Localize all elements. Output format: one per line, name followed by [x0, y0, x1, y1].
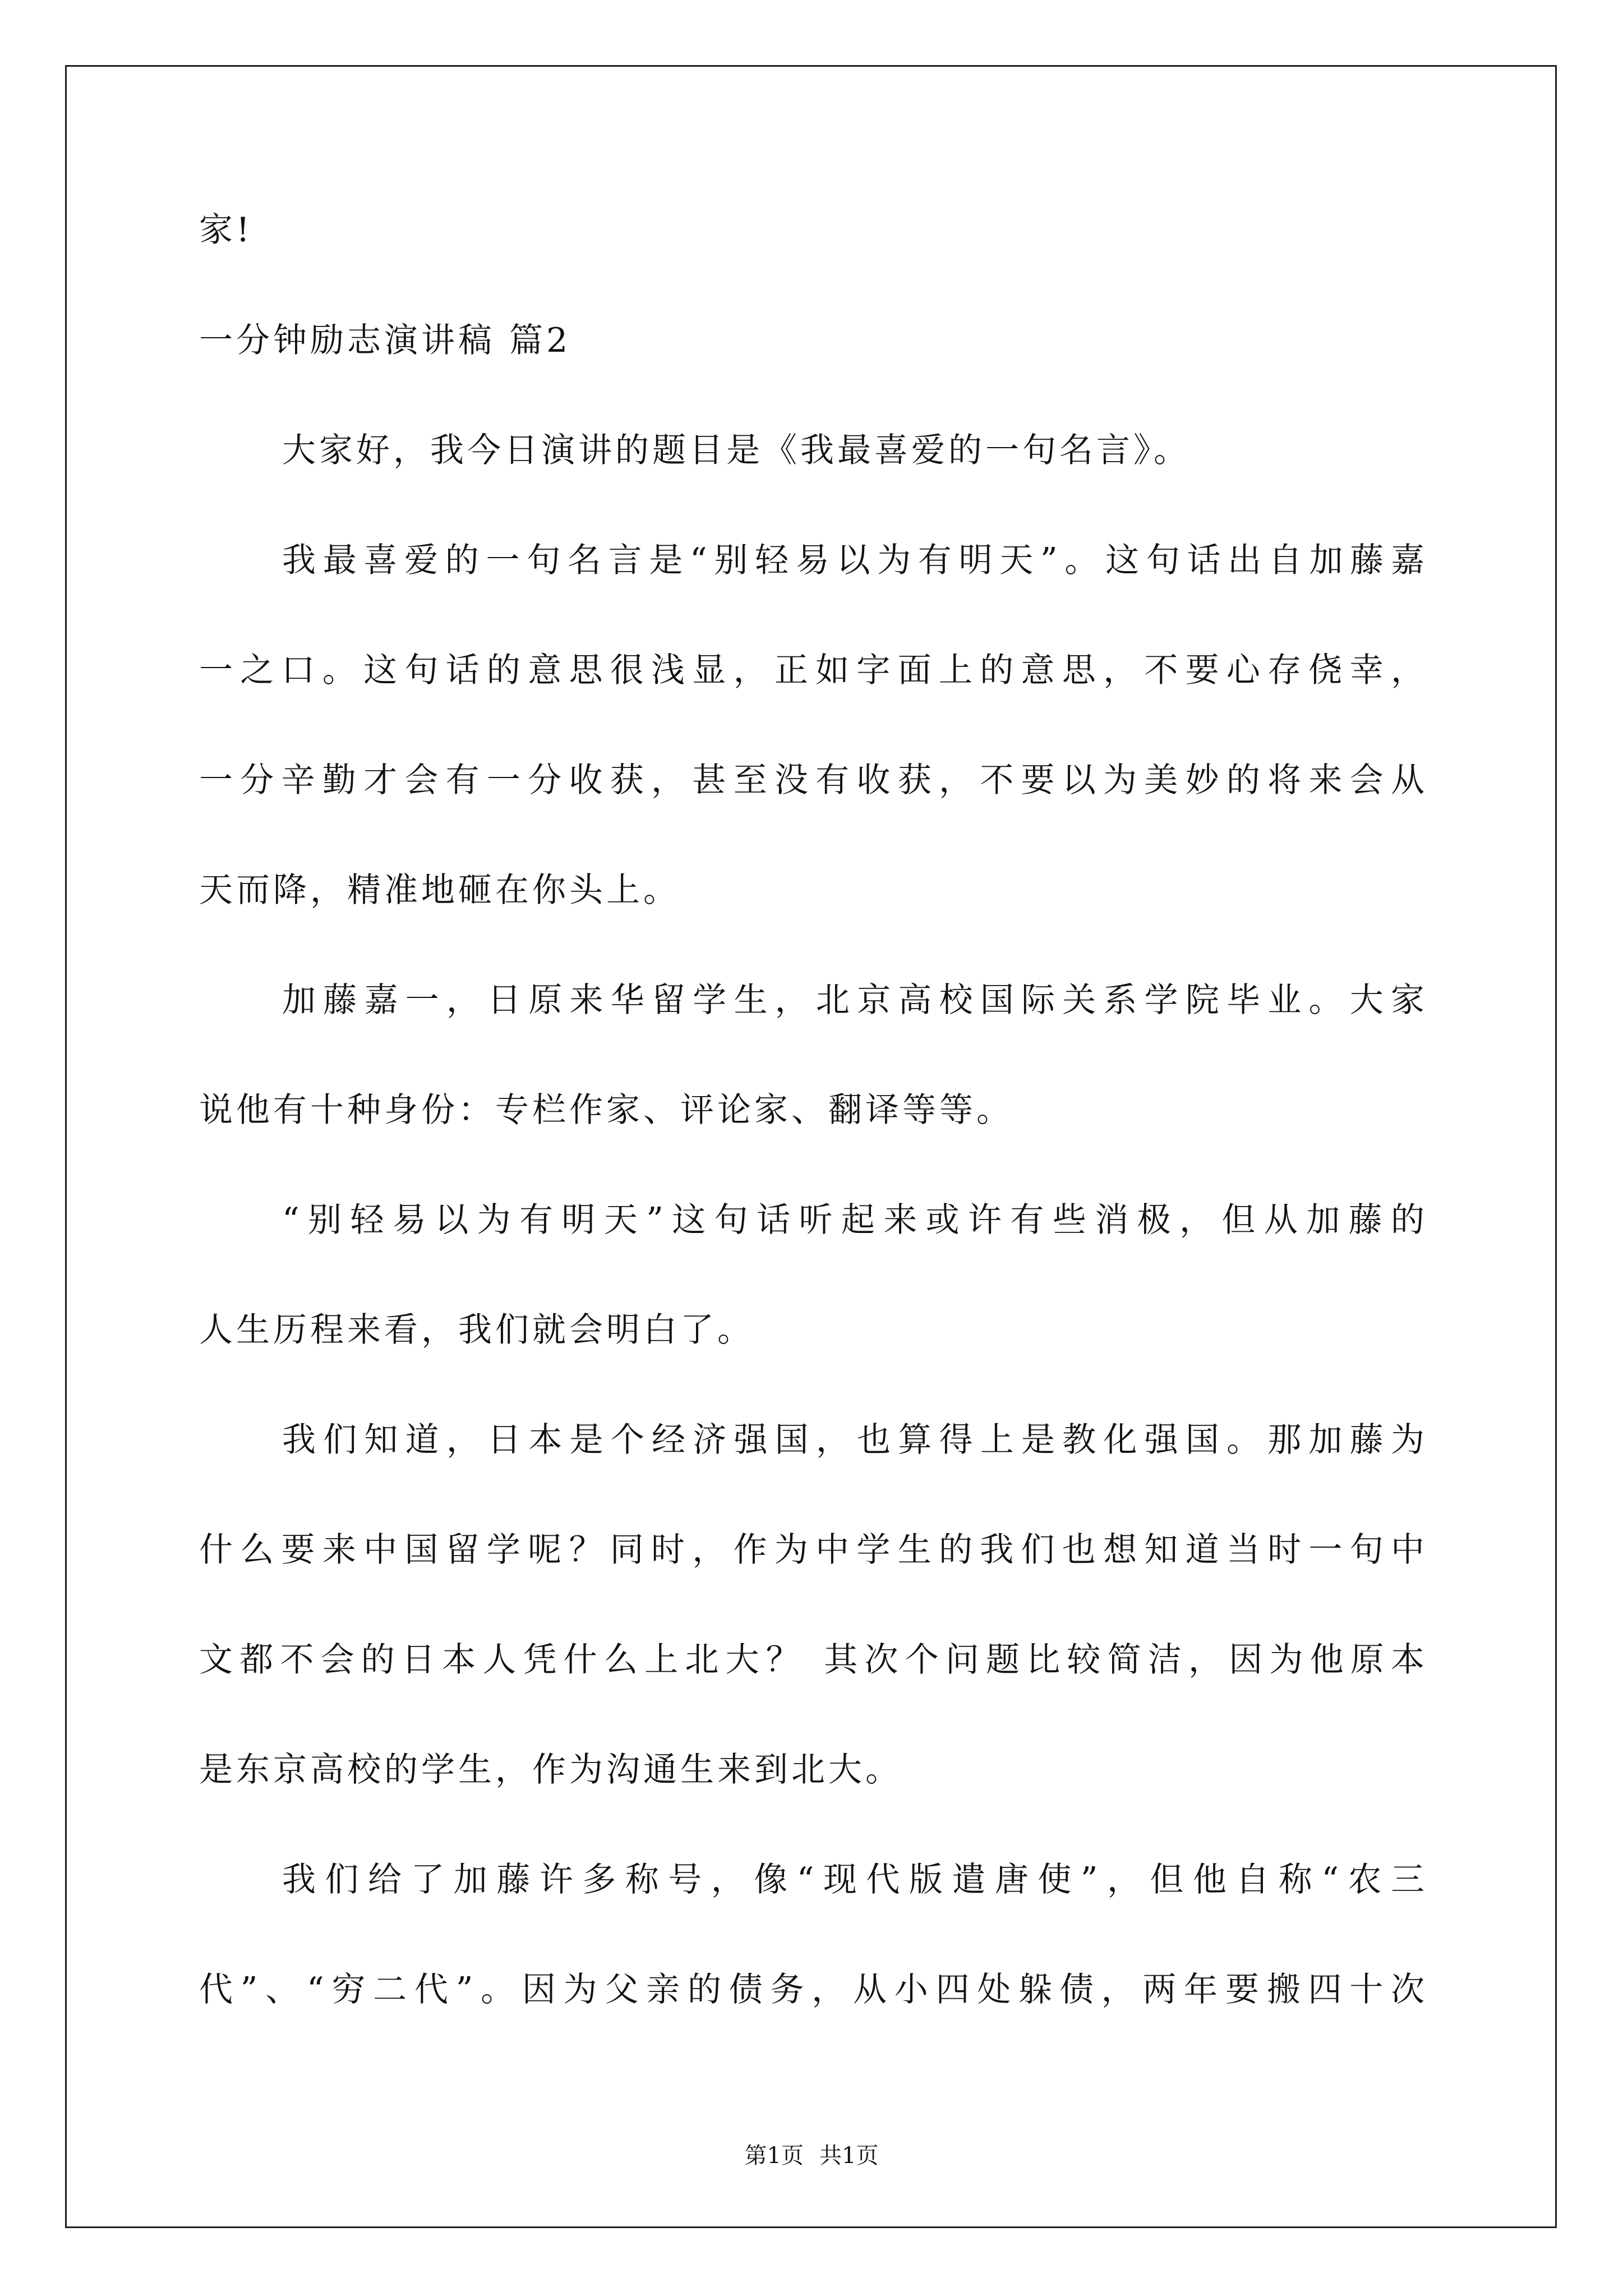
- paragraph-line: 加藤嘉一，日原来华留学生，北京高校国际关系学院毕业。大家: [282, 981, 1424, 1020]
- page-footer: [0, 2145, 1623, 2167]
- paragraph-line: 什么要来中国留学呢？同时，作为中学生的我们也想知道当时一句中: [199, 1530, 1424, 1570]
- text-line: 家!: [199, 210, 253, 250]
- paragraph-line: 代”、“穷二代”。因为父亲的债务，从小四处躲债，两年要搬四十次: [199, 1970, 1424, 2009]
- paragraph-line: 大家好，我今日演讲的题目是《我最喜爱的一句名言》。: [282, 431, 1191, 470]
- paragraph-line: “别轻易以为有明天”这句话听起来或许有些消极，但从加藤的: [282, 1200, 1424, 1240]
- paragraph-line: 是东京高校的学生，作为沟通生来到北大。: [199, 1750, 902, 1789]
- paragraph-line: 天而降，精准地砸在你头上。: [199, 871, 680, 910]
- paragraph-line: 我们给了加藤许多称号，像“现代版遣唐使”，但他自称“农三: [282, 1860, 1424, 1899]
- paragraph-line: 说他有十种身份：专栏作家、评论家、翻译等等。: [199, 1091, 1013, 1130]
- page-border: [65, 65, 1557, 2228]
- paragraph-line: 人生历程来看，我们就会明白了。: [199, 1310, 754, 1350]
- section-heading: 一分钟励志演讲稿 篇2: [199, 321, 571, 360]
- paragraph-line: 我最喜爱的一句名言是“别轻易以为有明天”。这句话出自加藤嘉: [282, 541, 1424, 580]
- page-number: 第1页: [744, 2143, 804, 2169]
- paragraph-line: 文都不会的日本人凭什么上北大？ 其次个问题比较简洁，因为他原本: [199, 1640, 1424, 1680]
- page-total: 共1页: [819, 2143, 879, 2169]
- paragraph-line: 一分辛勤才会有一分收获，甚至没有收获，不要以为美妙的将来会从: [199, 761, 1424, 800]
- paragraph-line: 我们知道，日本是个经济强国，也算得上是教化强国。那加藤为: [282, 1420, 1424, 1460]
- paragraph-line: 一之口。这句话的意思很浅显，正如字面上的意思，不要心存侥幸，: [199, 651, 1424, 690]
